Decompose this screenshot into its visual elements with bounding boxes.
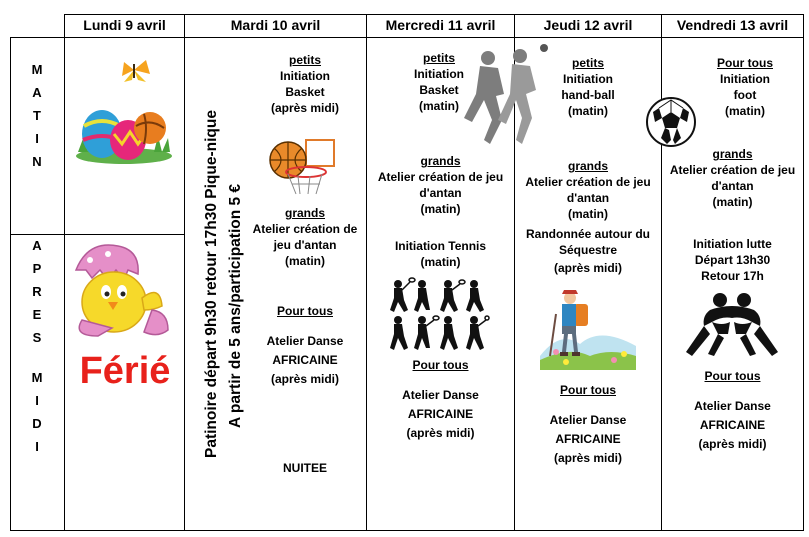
- mardi-tous-label: Pour tous: [277, 304, 333, 318]
- wrestling-icon: [682, 292, 782, 358]
- mercredi-tous-activity2: AFRICAINE: [407, 407, 474, 421]
- grid-col1: [64, 14, 65, 531]
- vendredi-tous1-label: Pour tous: [717, 56, 773, 70]
- hiker-icon: [540, 290, 636, 372]
- vendredi-grands-block: [662, 146, 803, 210]
- mardi-petits-label: petits: [288, 53, 321, 67]
- mardi-petits-sport: Basket: [285, 85, 325, 99]
- mardi-grands-activity2: jeu d'antan: [273, 238, 337, 252]
- jeudi-rando-line1: Randonnée autour du: [526, 227, 650, 241]
- mardi-grands-activity1: Atelier création de: [252, 222, 358, 236]
- vendredi-tous1-activity: Initiation: [720, 72, 770, 86]
- jeudi-petits-block: [540, 55, 636, 119]
- easter-eggs-icon: [74, 56, 174, 166]
- side-letter: M: [31, 62, 43, 77]
- vendredi-tous1-time: (matin): [725, 104, 765, 118]
- mercredi-petits-block: [380, 50, 498, 114]
- grid-header-bottom: [10, 37, 804, 38]
- mercredi-grands-time: (matin): [420, 202, 461, 216]
- mercredi-tous-time: (après midi): [406, 426, 475, 440]
- mercredi-petits-activity: Initiation: [414, 67, 464, 81]
- vendredi-tous1-sport: foot: [733, 88, 757, 102]
- jeudi-rando-line2: Séquestre: [558, 243, 618, 257]
- grid-bottom: [10, 530, 804, 531]
- mardi-petits-block: [244, 52, 366, 116]
- jeudi-tous-time: (après midi): [553, 451, 622, 465]
- vendredi-grands-time: (matin): [712, 195, 753, 209]
- vendredi-grands-activity1: Atelier création de jeu: [669, 163, 796, 177]
- vendredi-lutte-block: [662, 236, 803, 284]
- jeudi-petits-activity: Initiation: [563, 72, 613, 86]
- mardi-grands-label: grands: [284, 206, 325, 220]
- side-letter: M: [31, 370, 43, 385]
- mercredi-tous-block: [367, 357, 514, 441]
- soccer-ball-icon: [645, 96, 697, 148]
- mardi-tous-activity: Atelier Danse: [266, 334, 344, 348]
- jeudi-petits-time: (matin): [568, 104, 608, 118]
- jeudi-petits-label: petits: [571, 56, 604, 70]
- jeudi-grands-time: (matin): [568, 207, 608, 221]
- tennis-players-icon: [388, 278, 488, 352]
- jeudi-grands-block: [515, 158, 661, 222]
- side-letter: T: [33, 108, 41, 123]
- side-letter: I: [35, 131, 39, 146]
- vendredi-tous2-label: Pour tous: [704, 369, 761, 383]
- vendredi-lutte-retour: Retour 17h: [701, 269, 764, 283]
- mardi-tous-time: (après midi): [270, 372, 339, 386]
- grid-col3: [366, 14, 367, 531]
- mercredi-tennis-time: (matin): [420, 255, 461, 269]
- side-letter: R: [32, 284, 42, 299]
- easter-chick-icon: [68, 240, 178, 340]
- mardi-nuitee: NUITEE: [282, 461, 327, 475]
- mercredi-tennis-label: Initiation Tennis: [394, 239, 487, 253]
- vendredi-tous2-activity: Atelier Danse: [694, 399, 771, 413]
- side-letter: P: [32, 261, 42, 276]
- mercredi-grands-activity2: d'antan: [419, 186, 462, 200]
- grid-right: [803, 14, 804, 531]
- vendredi-tous1-block: [695, 55, 795, 119]
- side-letter: A: [32, 85, 42, 100]
- header-lundi: Lundi 9 avril: [83, 17, 166, 33]
- mercredi-grands-label: grands: [420, 154, 461, 168]
- jeudi-tous-block: [515, 382, 661, 466]
- side-letter: D: [32, 416, 42, 431]
- mardi-petits-time: (après midi): [270, 101, 339, 115]
- side-letter: I: [35, 439, 39, 454]
- jeudi-grands-label: grands: [567, 159, 608, 173]
- vendredi-tous2-block: [662, 368, 803, 452]
- ferie-label: Férié: [79, 350, 171, 392]
- side-letter: S: [32, 330, 42, 345]
- vendredi-tous2-time: (après midi): [698, 437, 767, 451]
- mardi-tous-block: [244, 303, 366, 387]
- jeudi-petits-sport: hand-ball: [561, 88, 615, 102]
- jeudi-grands-activity2: d'antan: [566, 191, 610, 205]
- side-label-apres: [10, 238, 64, 345]
- mercredi-grands-activity1: Atelier création de jeu: [377, 170, 504, 184]
- side-letter: E: [32, 307, 42, 322]
- header-mercredi: Mercredi 11 avril: [385, 17, 496, 33]
- side-letter: A: [32, 238, 42, 253]
- mercredi-petits-time: (matin): [419, 99, 459, 113]
- jeudi-rando-block: [515, 226, 661, 276]
- vendredi-tous2-activity2: AFRICAINE: [699, 418, 766, 432]
- mercredi-tous-label: Pour tous: [412, 358, 469, 372]
- basketball-hoop-icon: [266, 138, 338, 198]
- jeudi-grands-activity1: Atelier création de jeu: [525, 175, 651, 189]
- jeudi-tous-label: Pour tous: [560, 383, 616, 397]
- mercredi-tennis-block: [367, 238, 514, 270]
- mardi-grands-time: (matin): [285, 254, 325, 268]
- jeudi-rando-time: (après midi): [553, 261, 622, 275]
- vendredi-grands-activity2: d'antan: [711, 179, 754, 193]
- vendredi-grands-label: grands: [712, 147, 753, 161]
- patinoire-line2: A partir de 5 ans/participation 5 €: [227, 183, 244, 428]
- jeudi-tous-activity: Atelier Danse: [549, 413, 627, 427]
- mercredi-grands-block: [367, 153, 514, 217]
- header-jeudi: Jeudi 12 avril: [543, 17, 633, 33]
- side-label-midi: [10, 370, 64, 454]
- header-vendredi: Vendredi 13 avril: [676, 17, 789, 33]
- mercredi-petits-sport: Basket: [419, 83, 459, 97]
- jeudi-tous-activity2: AFRICAINE: [555, 432, 621, 446]
- grid-morning-divider: [10, 234, 184, 235]
- vendredi-lutte-label: Initiation lutte: [693, 237, 772, 251]
- vendredi-lutte-depart: Départ 13h30: [694, 253, 771, 267]
- mardi-petits-activity: Initiation: [280, 69, 330, 83]
- mercredi-petits-label: petits: [422, 51, 455, 65]
- side-label-matin: [10, 62, 64, 169]
- side-letter: N: [32, 154, 42, 169]
- patinoire-line1: Patinoire départ 9h30 retour 17h30 Pique-nique: [203, 110, 220, 458]
- mardi-tous-activity2: AFRICAINE: [272, 353, 338, 367]
- mardi-grands-block: [244, 205, 366, 269]
- header-mardi: Mardi 10 avril: [230, 17, 321, 33]
- side-letter: I: [35, 393, 39, 408]
- mercredi-tous-activity: Atelier Danse: [402, 388, 479, 402]
